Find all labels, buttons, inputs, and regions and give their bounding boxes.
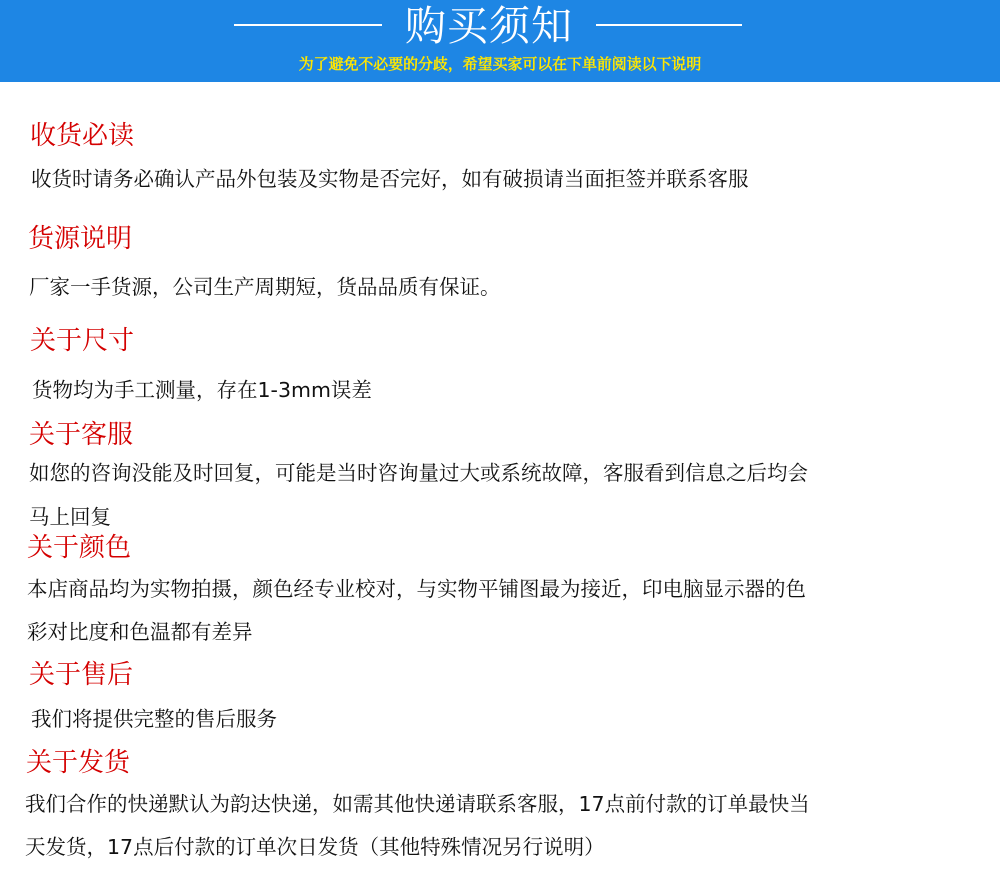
section-text-receiving: 收货时请务必确认产品外包装及实物是否完好，如有破损请当面拒签并联系客服: [31, 167, 749, 191]
section-heading-color: 关于颜色: [27, 533, 132, 563]
section-text-shipping-line1: 我们合作的快递默认为韵达快递，如需其他快递请联系客服，17点前付款的订单最快当: [25, 792, 810, 816]
header-banner: [0, 0, 1000, 82]
banner-title: 购买须知: [405, 2, 573, 50]
section-text-service-line2: 马上回复: [29, 505, 111, 529]
section-text-source: 厂家一手货源，公司生产周期短，货品品质有保证。: [29, 275, 501, 299]
section-text-aftersale: 我们将提供完整的售后服务: [31, 707, 277, 731]
banner-subtitle: 为了避免不必要的分歧，希望买家可以在下单前阅读以下说明: [298, 55, 702, 73]
section-text-size: 货物均为手工测量，存在1-3mm误差: [32, 378, 372, 402]
section-text-service-line1: 如您的咨询没能及时回复，可能是当时咨询量过大或系统故障，客服看到信息之后均会: [29, 461, 808, 485]
section-heading-receiving: 收货必读: [30, 121, 135, 151]
section-heading-aftersale: 关于售后: [29, 660, 134, 690]
banner-right-rule: [596, 24, 742, 26]
section-text-shipping-line2: 天发货，17点后付款的订单次日发货（其他特殊情况另行说明）: [25, 835, 605, 859]
section-heading-service: 关于客服: [29, 420, 134, 450]
banner-left-rule: [234, 24, 382, 26]
section-heading-shipping: 关于发货: [26, 748, 131, 778]
section-text-color-line2: 彩对比度和色温都有差异: [27, 620, 253, 644]
section-heading-source: 货源说明: [28, 224, 133, 254]
section-heading-size: 关于尺寸: [30, 326, 135, 356]
section-text-color-line1: 本店商品均为实物拍摄，颜色经专业校对，与实物平铺图最为接近，印电脑显示器的色: [27, 577, 806, 601]
